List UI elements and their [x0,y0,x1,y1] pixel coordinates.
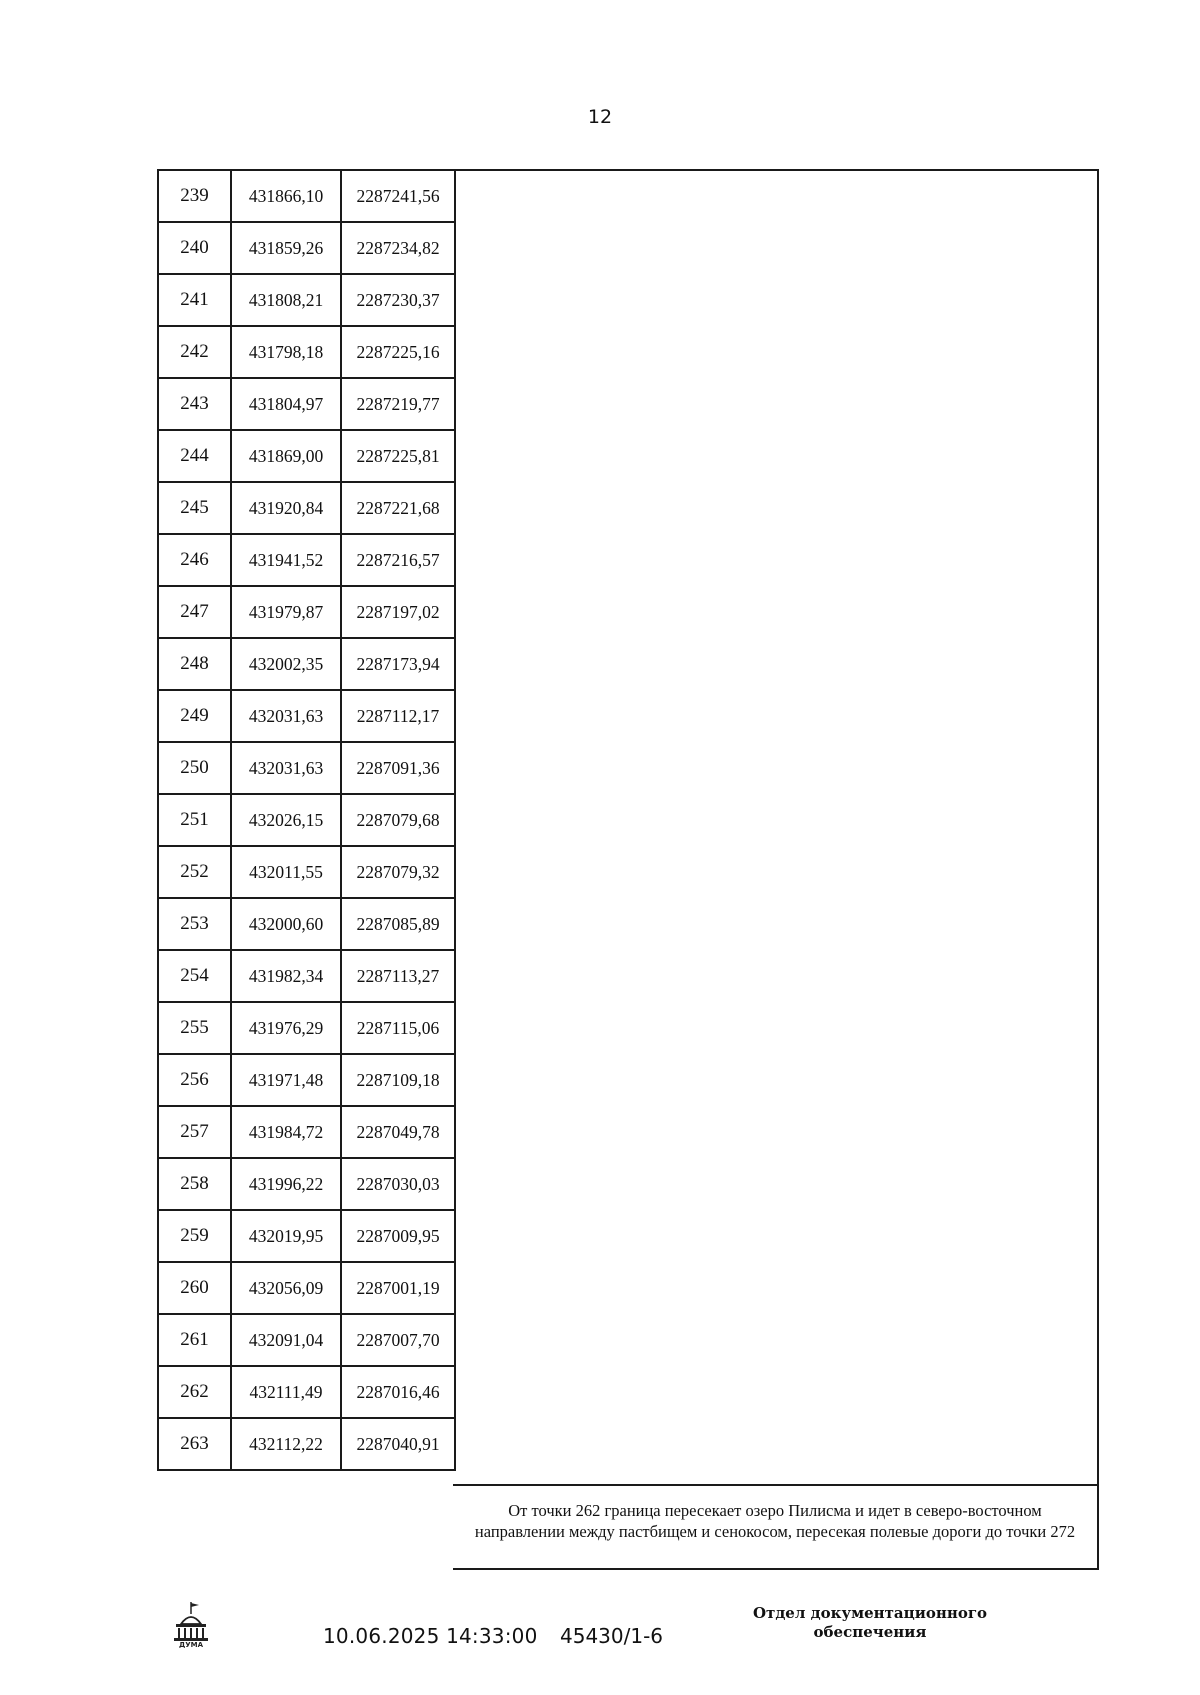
y-coordinate-cell: 2287030,03 [341,1158,455,1210]
y-coordinate-cell: 2287007,70 [341,1314,455,1366]
table-row [158,586,455,638]
point-number-cell: 256 [158,1054,231,1106]
point-number-cell: 255 [158,1002,231,1054]
point-number-cell: 247 [158,586,231,638]
y-coordinate-cell: 2287109,18 [341,1054,455,1106]
y-coordinate-cell: 2287241,56 [341,170,455,222]
y-coordinate-cell: 2287009,95 [341,1210,455,1262]
point-number-cell: 262 [158,1366,231,1418]
x-coordinate-cell: 432031,63 [231,690,341,742]
x-coordinate-cell: 432011,55 [231,846,341,898]
point-number-cell: 242 [158,326,231,378]
y-coordinate-cell: 2287091,36 [341,742,455,794]
y-coordinate-cell: 2287040,91 [341,1418,455,1470]
point-number-cell: 250 [158,742,231,794]
y-coordinate-cell: 2287112,17 [341,690,455,742]
x-coordinate-cell: 432031,63 [231,742,341,794]
page-number: 12 [587,106,613,128]
y-coordinate-cell: 2287001,19 [341,1262,455,1314]
point-number-cell: 252 [158,846,231,898]
point-number-cell: 259 [158,1210,231,1262]
point-number-cell: 243 [158,378,231,430]
x-coordinate-cell: 431976,29 [231,1002,341,1054]
table-row [158,170,455,222]
department-line-1: Отдел документационного [752,1604,988,1622]
y-coordinate-cell: 2287115,06 [341,1002,455,1054]
x-coordinate-cell: 432026,15 [231,794,341,846]
table-row [158,1210,455,1262]
x-coordinate-cell: 431804,97 [231,378,341,430]
table-row [158,1262,455,1314]
x-coordinate-cell: 432091,04 [231,1314,341,1366]
coordinates-table [157,169,456,1471]
y-coordinate-cell: 2287216,57 [341,534,455,586]
point-number-cell: 261 [158,1314,231,1366]
table-row [158,1418,455,1470]
point-number-cell: 249 [158,690,231,742]
table-row [158,638,455,690]
point-number-cell: 248 [158,638,231,690]
x-coordinate-cell: 431859,26 [231,222,341,274]
point-number-cell: 246 [158,534,231,586]
table-row [158,1314,455,1366]
x-coordinate-cell: 431866,10 [231,170,341,222]
y-coordinate-cell: 2287085,89 [341,898,455,950]
table-row [158,430,455,482]
table-row [158,534,455,586]
coordinates-table-body [158,170,455,1470]
y-coordinate-cell: 2287221,68 [341,482,455,534]
table-row [158,690,455,742]
x-coordinate-cell: 431869,00 [231,430,341,482]
x-coordinate-cell: 432112,22 [231,1418,341,1470]
point-number-cell: 260 [158,1262,231,1314]
boundary-description: От точки 262 граница пересекает озеро Пилисма и идет в северо-восточном направлении между пастбищем и сенокосом, пересекая полевые дороги до точки 272 [474,1501,1076,1541]
y-coordinate-cell: 2287197,02 [341,586,455,638]
x-coordinate-cell: 432000,60 [231,898,341,950]
x-coordinate-cell: 431941,52 [231,534,341,586]
table-row [158,1106,455,1158]
x-coordinate-cell: 432056,09 [231,1262,341,1314]
description-divider [453,1484,1097,1486]
point-number-cell: 257 [158,1106,231,1158]
table-row [158,482,455,534]
table-row [158,222,455,274]
point-number-cell: 244 [158,430,231,482]
x-coordinate-cell: 431996,22 [231,1158,341,1210]
point-number-cell: 239 [158,170,231,222]
y-coordinate-cell: 2287225,81 [341,430,455,482]
duma-building-icon [170,1600,212,1648]
table-row [158,898,455,950]
point-number-cell: 241 [158,274,231,326]
y-coordinate-cell: 2287113,27 [341,950,455,1002]
footer-date: 10.06.2025 14:33:00 [323,1624,538,1648]
y-coordinate-cell: 2287225,16 [341,326,455,378]
point-number-cell: 254 [158,950,231,1002]
x-coordinate-cell: 431979,87 [231,586,341,638]
x-coordinate-cell: 432002,35 [231,638,341,690]
table-row [158,846,455,898]
table-row [158,1158,455,1210]
table-row [158,1002,455,1054]
point-number-cell: 240 [158,222,231,274]
table-row [158,1366,455,1418]
y-coordinate-cell: 2287079,68 [341,794,455,846]
logo-text: ДУМА [178,1641,204,1648]
point-number-cell: 245 [158,482,231,534]
footer-department [720,1604,1020,1642]
point-number-cell: 258 [158,1158,231,1210]
y-coordinate-cell: 2287079,32 [341,846,455,898]
x-coordinate-cell: 432019,95 [231,1210,341,1262]
table-row [158,950,455,1002]
x-coordinate-cell: 431920,84 [231,482,341,534]
point-number-cell: 253 [158,898,231,950]
y-coordinate-cell: 2287230,37 [341,274,455,326]
point-number-cell: 263 [158,1418,231,1470]
y-coordinate-cell: 2287016,46 [341,1366,455,1418]
x-coordinate-cell: 431971,48 [231,1054,341,1106]
y-coordinate-cell: 2287234,82 [341,222,455,274]
x-coordinate-cell: 432111,49 [231,1366,341,1418]
y-coordinate-cell: 2287173,94 [341,638,455,690]
table-row [158,1054,455,1106]
y-coordinate-cell: 2287049,78 [341,1106,455,1158]
department-line-2: обеспечения [813,1623,927,1641]
table-row [158,378,455,430]
x-coordinate-cell: 431798,18 [231,326,341,378]
x-coordinate-cell: 431982,34 [231,950,341,1002]
table-row [158,274,455,326]
table-row [158,326,455,378]
x-coordinate-cell: 431984,72 [231,1106,341,1158]
table-row [158,794,455,846]
point-number-cell: 251 [158,794,231,846]
footer-document-code: 45430/1-6 [560,1624,664,1648]
description-column [453,169,1099,1570]
x-coordinate-cell: 431808,21 [231,274,341,326]
y-coordinate-cell: 2287219,77 [341,378,455,430]
table-row [158,742,455,794]
